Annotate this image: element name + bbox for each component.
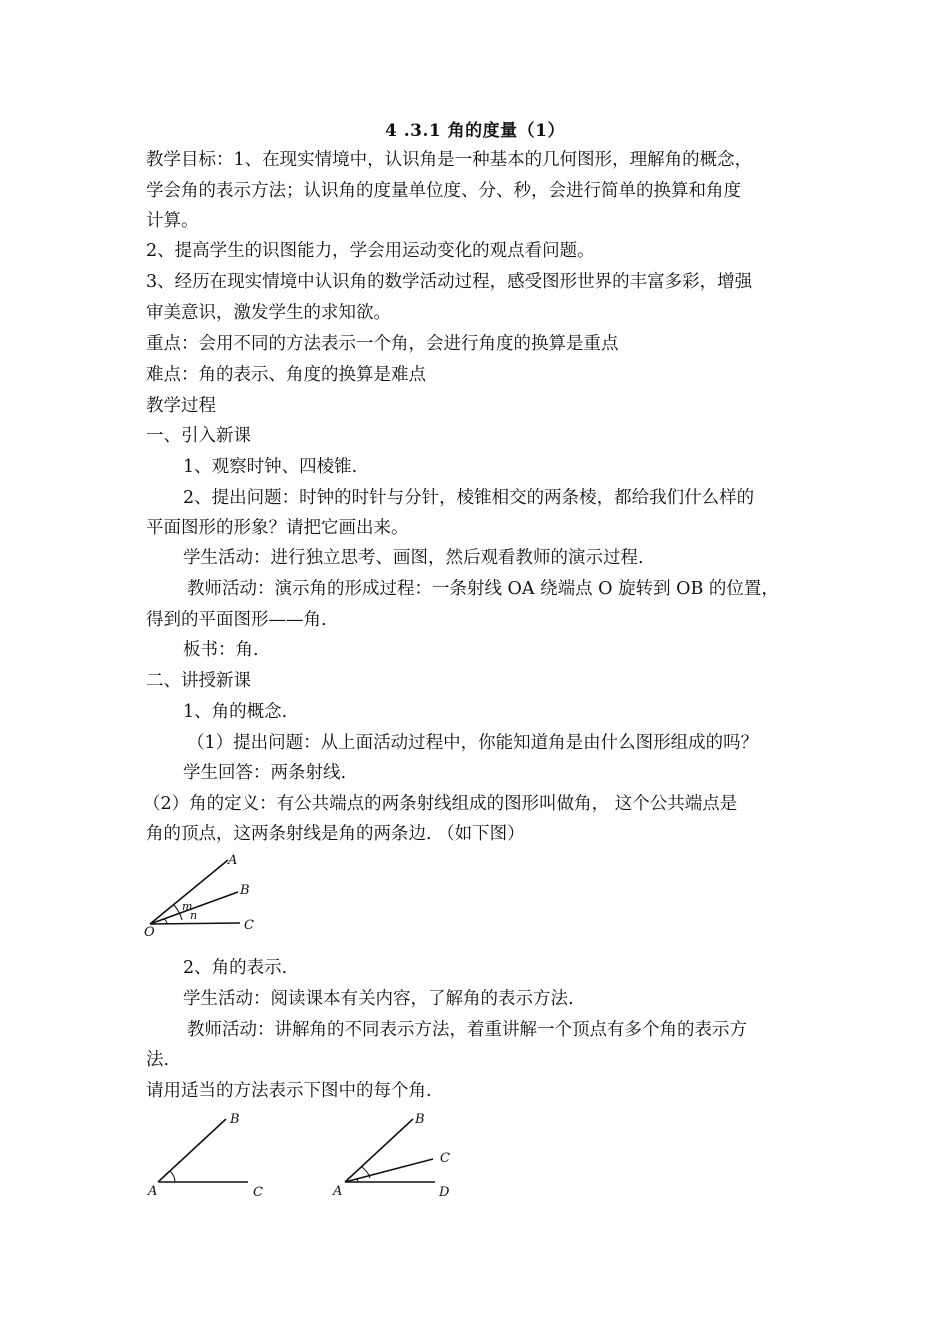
section-heading: 二、讲授新课 (146, 671, 251, 691)
paragraph-line: 2、角的表示. (183, 958, 288, 978)
label-c: C (244, 918, 254, 933)
label-m: m (182, 900, 193, 913)
paragraph-line: 得到的平面图形——角. (146, 610, 327, 630)
paragraph-line: 教师活动：演示角的形成过程：一条射线 OA 绕端点 O 旋转到 OB 的位置， (187, 579, 779, 599)
label-c: C (253, 1185, 263, 1200)
paragraph-line: 计算。 (146, 211, 199, 231)
paragraph-line: 2、提高学生的识图能力，学会用运动变化的观点看问题。 (146, 241, 595, 261)
angle-arc (170, 1171, 175, 1182)
label-a: A (333, 1184, 343, 1199)
label-o: O (144, 925, 155, 940)
paragraph-line: （2）角的定义：有公共端点的两条射线组成的图形叫做角， 这个公共端点是 (143, 794, 738, 814)
paragraph-line: 平面图形的形象？请把它画出来。 (146, 518, 409, 538)
paragraph-line: 审美意识，激发学生的求知欲。 (146, 303, 391, 323)
paragraph-line: 1、角的概念. (183, 702, 288, 722)
paragraph-line: （1）提出问题：从上面活动过程中，你能知道角是由什么图形组成的吗？ (187, 733, 759, 753)
label-b: B (240, 883, 250, 898)
label-d: D (439, 1185, 450, 1200)
ray-oc (150, 923, 240, 924)
paragraph-line: 学生回答：两条射线. (183, 763, 347, 783)
angle-diagram-bac (140, 1105, 280, 1200)
label-a: A (148, 1184, 158, 1199)
paragraph-line: 难点：角的表示、角度的换算是难点 (146, 365, 426, 385)
paragraph-line: 板书：角. (183, 640, 259, 660)
label-a: A (228, 853, 238, 868)
label-b: B (415, 1112, 425, 1127)
angle-diagram-abcd (325, 1105, 470, 1200)
paragraph-line: 角的顶点，这两条射线是角的两条边. （如下图） (146, 824, 525, 844)
paragraph-line: 教学目标：1、在现实情境中，认识角是一种基本的几何图形，理解角的概念， (146, 150, 753, 170)
paragraph-line: 学生活动：进行独立思考、画图，然后观看教师的演示过程. (183, 548, 644, 568)
section-heading: 教学过程 (146, 396, 216, 416)
paragraph-line: 1、观察时钟、四棱锥. (183, 457, 358, 477)
ray-oa (150, 860, 228, 924)
paragraph-line: 2、提出问题：时钟的时针与分针，棱锥相交的两条棱，都给我们什么样的 (183, 488, 755, 508)
paragraph-line: 教师活动：讲解角的不同表示方法，着重讲解一个顶点有多个角的表示方 (187, 1020, 747, 1040)
ray-ab (158, 1119, 226, 1182)
label-b: B (230, 1112, 240, 1127)
paragraph-line: 学会角的表示方法；认识角的度量单位度、分、秒，会进行简单的换算和角度 (146, 181, 741, 201)
paragraph-line: 重点：会用不同的方法表示一个角，会进行角度的换算是重点 (146, 334, 619, 354)
section-heading: 一、引入新课 (146, 426, 251, 446)
page-title: 4 .3.1 角的度量（1） (385, 121, 565, 141)
paragraph-line: 学生活动：阅读课本有关内容，了解角的表示方法. (183, 989, 574, 1009)
paragraph-line: 3、经历在现实情境中认识角的数学活动过程，感受图形世界的丰富多彩，增强 (146, 272, 753, 292)
paragraph-line: 法. (146, 1050, 170, 1070)
label-c: C (440, 1151, 450, 1166)
paragraph-line: 请用适当的方法表示下图中的每个角. (146, 1081, 432, 1101)
label-n: n (190, 909, 198, 922)
angle-diagram-oabc (140, 850, 270, 940)
